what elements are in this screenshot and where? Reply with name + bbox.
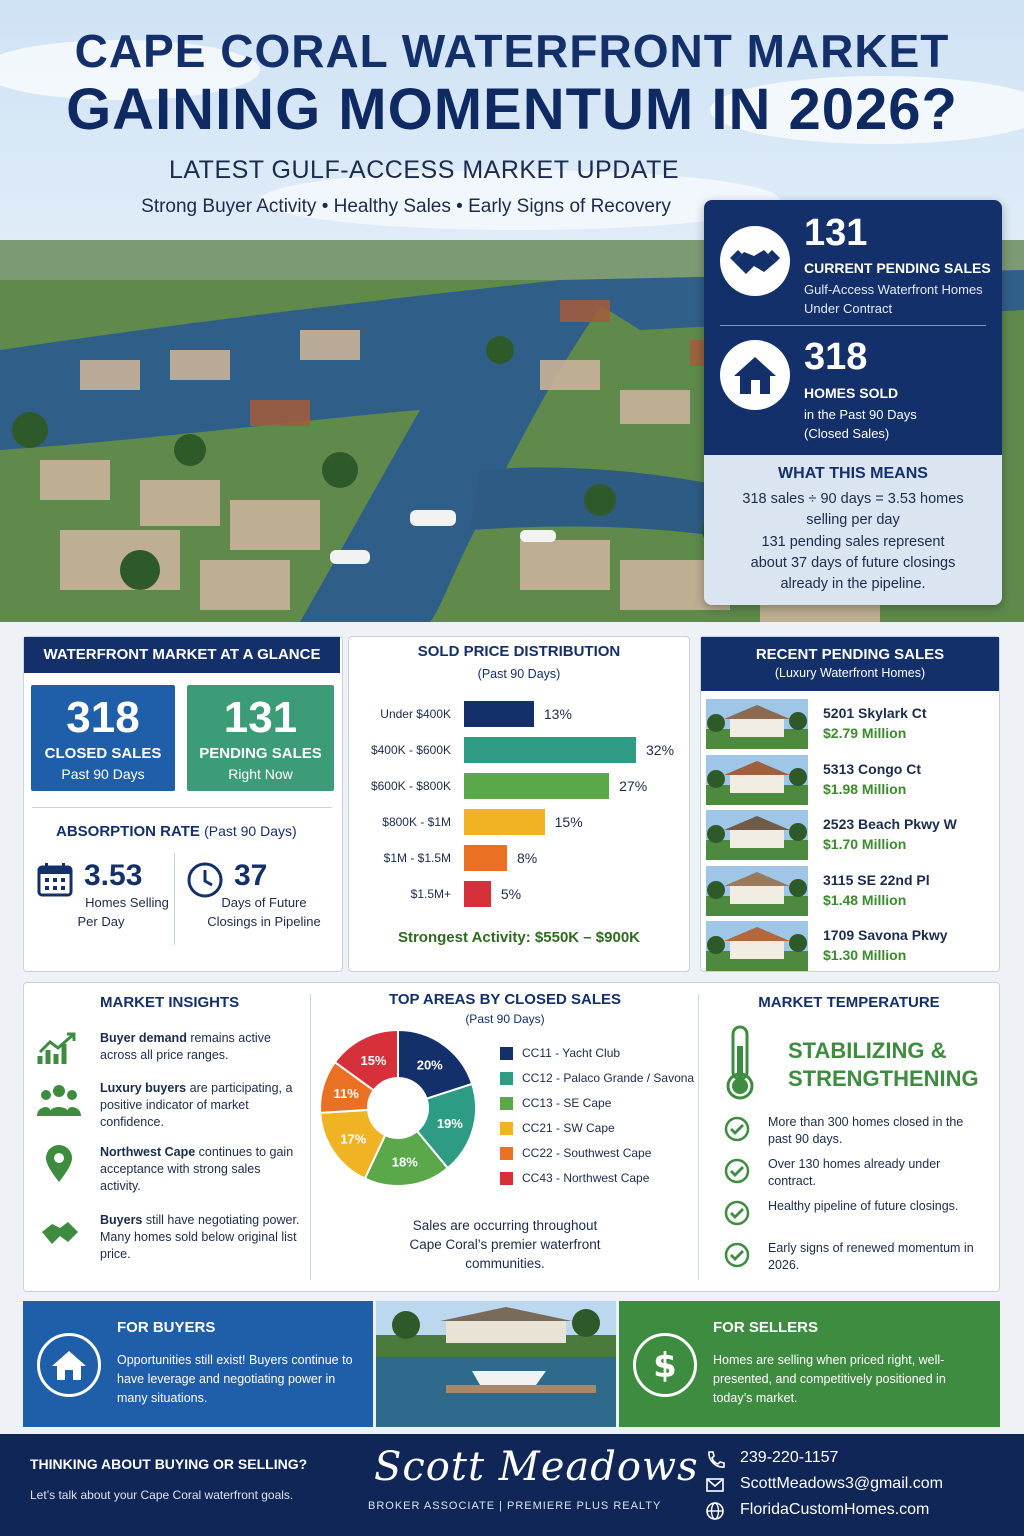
price-bar bbox=[464, 809, 545, 835]
pipeline-line-1: Days of Future bbox=[221, 895, 307, 910]
legend-swatch bbox=[500, 1072, 513, 1085]
website-link[interactable]: FloridaCustomHomes.com bbox=[740, 1501, 930, 1518]
insight-text: continues to gain acceptance with strong sales activity. bbox=[100, 1145, 294, 1193]
insight-bold: Buyers bbox=[100, 1213, 143, 1227]
per-day-line-2: Per Day bbox=[77, 914, 125, 929]
areas-caption bbox=[360, 1216, 650, 1273]
glance-title: WATERFRONT MARKET AT A GLANCE bbox=[24, 637, 340, 673]
insight-bold: Luxury buyers bbox=[100, 1081, 187, 1095]
pie-value-label: 18% bbox=[391, 1154, 418, 1170]
price-chart-annotation: Strongest Activity: $550K – $900K bbox=[397, 929, 641, 946]
insight-item bbox=[100, 1144, 300, 1195]
bar-value-label: 15% bbox=[554, 814, 583, 830]
pending-sale-item[interactable] bbox=[706, 866, 996, 918]
pending-title: RECENT PENDING SALES bbox=[755, 646, 945, 663]
pending-address: 5201 Skylark Ct bbox=[823, 705, 927, 721]
price-bar bbox=[464, 881, 491, 907]
people-icon bbox=[36, 1080, 82, 1120]
insight-item bbox=[100, 1080, 300, 1131]
homes-sold-desc-2: (Closed Sales) bbox=[804, 426, 890, 441]
insight-bold: Buyer demand bbox=[100, 1031, 187, 1045]
email-icon bbox=[704, 1474, 726, 1496]
legend-swatch bbox=[500, 1172, 513, 1185]
map-pin-icon bbox=[36, 1144, 82, 1184]
temperature-item: Early signs of renewed momentum in 2026. bbox=[768, 1241, 974, 1272]
phone-link[interactable]: 239-220-1157 bbox=[740, 1449, 839, 1466]
bar-value-label: 32% bbox=[646, 742, 675, 758]
legend-label: CC22 - Southwest Cape bbox=[522, 1146, 652, 1160]
temperature-item: Over 130 homes already under contract. bbox=[768, 1157, 941, 1188]
key-stats-panel bbox=[704, 200, 1002, 455]
pending-price: $2.79 Million bbox=[823, 725, 907, 741]
home-thumbnail bbox=[706, 699, 808, 749]
legend-entry bbox=[522, 1121, 615, 1135]
pending-address: 5313 Congo Ct bbox=[823, 760, 922, 777]
price-bar bbox=[464, 773, 609, 799]
legend-label: CC13 - SE Cape bbox=[522, 1096, 612, 1110]
insight-item bbox=[100, 1212, 300, 1263]
bar-category-label: $1M - $1.5M bbox=[383, 851, 451, 865]
pie-value-label: 19% bbox=[436, 1116, 463, 1132]
trend-up-icon bbox=[36, 1030, 82, 1070]
footer bbox=[0, 1434, 1024, 1536]
closed-sales-sub: Past 90 Days bbox=[61, 766, 145, 782]
pending-address: 2523 Beach Pkwy W bbox=[823, 816, 957, 832]
pending-price: $1.30 Million bbox=[823, 947, 907, 963]
temperature-status-2: STRENGTHENING bbox=[788, 1066, 979, 1091]
pending-sale-item[interactable] bbox=[706, 755, 996, 807]
bar-value-label: 13% bbox=[543, 706, 572, 722]
bar-category-label: $800K - $1M bbox=[382, 815, 451, 829]
house-icon bbox=[720, 340, 790, 410]
insight-item bbox=[100, 1030, 300, 1064]
insights-title: MARKET INSIGHTS bbox=[100, 994, 240, 1011]
price-chart-title: SOLD PRICE DISTRIBUTION bbox=[417, 643, 621, 660]
legend-entry bbox=[522, 1146, 651, 1160]
per-day-line-1: Homes Selling bbox=[85, 895, 169, 910]
pending-sale-item[interactable] bbox=[706, 699, 996, 751]
absorption-rate-heading bbox=[56, 823, 297, 840]
email-link[interactable]: ScottMeadows3@gmail.com bbox=[740, 1475, 943, 1492]
legend-label: CC12 - Palaco Grande / Savona bbox=[522, 1071, 695, 1085]
home-thumbnail bbox=[706, 921, 808, 971]
wtm-line-4: about 37 days of future closings bbox=[750, 555, 956, 571]
what-this-means-panel bbox=[704, 455, 1002, 605]
areas-chart-subtitle: (Past 90 Days) bbox=[465, 1012, 545, 1026]
wtm-line-1: 318 sales ÷ 90 days = 3.53 homes bbox=[742, 491, 964, 507]
pie-value-label: 17% bbox=[340, 1131, 367, 1147]
legend-label: CC43 - Northwest Cape bbox=[522, 1171, 650, 1185]
hero-subtitle: LATEST GULF-ACCESS MARKET UPDATE bbox=[168, 156, 680, 184]
price-bar bbox=[464, 737, 636, 763]
legend-label: CC21 - SW Cape bbox=[522, 1121, 615, 1135]
areas-chart-title: TOP AREAS BY CLOSED SALES bbox=[389, 991, 621, 1008]
bar-value-label: 5% bbox=[500, 886, 522, 902]
legend-swatch bbox=[500, 1122, 513, 1135]
sold-price-distribution-panel bbox=[348, 636, 690, 972]
globe-icon bbox=[704, 1500, 726, 1522]
pending-header bbox=[701, 637, 999, 691]
pipeline-line-2: Closings in Pipeline bbox=[207, 914, 321, 929]
areas-caption-line-3: communities. bbox=[465, 1256, 545, 1271]
pending-sale-item[interactable] bbox=[706, 921, 996, 973]
home-thumbnail bbox=[706, 755, 808, 805]
pie-value-label: 15% bbox=[360, 1052, 387, 1068]
temperature-item: More than 300 homes closed in the past 90 days. bbox=[768, 1115, 964, 1146]
check-icon bbox=[724, 1158, 750, 1184]
footer-text: Let’s talk about your Cape Coral waterfront goals. bbox=[30, 1488, 294, 1502]
legend-entry bbox=[522, 1171, 649, 1185]
market-at-a-glance-panel bbox=[23, 636, 343, 972]
homes-sold-number: 318 bbox=[804, 336, 868, 378]
temperature-status-1: STABILIZING & bbox=[788, 1038, 947, 1063]
footer-question: THINKING ABOUT BUYING OR SELLING? bbox=[30, 1456, 308, 1472]
thermometer-icon bbox=[722, 1024, 758, 1102]
for-buyers-box bbox=[23, 1301, 373, 1427]
closed-sales-box bbox=[31, 685, 175, 791]
home-thumbnail bbox=[706, 866, 808, 916]
bar-category-label: $600K - $800K bbox=[370, 779, 451, 793]
what-this-means-title: WHAT THIS MEANS bbox=[778, 465, 928, 482]
insight-bold: Northwest Cape bbox=[100, 1145, 196, 1159]
bar-category-label: Under $400K bbox=[380, 707, 451, 721]
calendar-icon bbox=[36, 861, 74, 899]
divider bbox=[32, 807, 332, 808]
insight-text: are participating, a positive indicator of market confidence. bbox=[100, 1081, 293, 1129]
absorption-sub: (Past 90 Days) bbox=[204, 823, 297, 839]
hero-section bbox=[0, 0, 1024, 622]
pending-sales-label: CURRENT PENDING SALES bbox=[804, 260, 991, 276]
sellers-title: FOR SELLERS bbox=[713, 1319, 819, 1336]
handshake-icon bbox=[720, 226, 790, 296]
divider bbox=[310, 994, 311, 1280]
pending-sales-desc-2: Under Contract bbox=[804, 301, 893, 316]
recent-pending-sales-panel bbox=[700, 636, 1000, 972]
check-icon bbox=[724, 1242, 750, 1268]
legend-swatch bbox=[500, 1147, 513, 1160]
home-icon bbox=[37, 1333, 101, 1397]
pending-sales-label: PENDING SALES bbox=[199, 745, 322, 762]
headline-line-2: GAINING MOMENTUM IN 2026? bbox=[66, 77, 958, 142]
per-day-number: 3.53 bbox=[84, 859, 143, 892]
legend-label: CC11 - Yacht Club bbox=[522, 1046, 621, 1060]
legend-entry bbox=[522, 1071, 694, 1085]
divider bbox=[174, 853, 175, 945]
bar-category-label: $400K - $600K bbox=[370, 743, 451, 757]
headline-line-1: CAPE CORAL WATERFRONT MARKET bbox=[74, 25, 950, 77]
legend-entry bbox=[522, 1096, 611, 1110]
homes-sold-label: HOMES SOLD bbox=[804, 385, 899, 401]
pending-address: 1709 Savona Pkwy bbox=[823, 927, 948, 943]
areas-caption-line-1: Sales are occurring throughout bbox=[412, 1218, 598, 1233]
pending-subtitle: (Luxury Waterfront Homes) bbox=[774, 666, 926, 680]
phone-icon bbox=[704, 1449, 726, 1471]
pending-price: $1.70 Million bbox=[823, 836, 907, 852]
insight-text: remains active across all price ranges. bbox=[100, 1031, 271, 1062]
price-chart-subtitle: (Past 90 Days) bbox=[477, 667, 561, 681]
handshake-icon bbox=[36, 1212, 82, 1252]
agent-role: BROKER ASSOCIATE | PREMIERE PLUS REALTY bbox=[368, 1500, 662, 1512]
wtm-line-3: 131 pending sales represent bbox=[761, 534, 945, 550]
legend-swatch bbox=[500, 1047, 513, 1060]
hero-tagline: Strong Buyer Activity • Healthy Sales • Early Signs of Recovery bbox=[141, 196, 671, 217]
pending-address: 3115 SE 22nd Pl bbox=[823, 871, 930, 888]
bar-category-label: $1.5M+ bbox=[410, 887, 451, 901]
home-thumbnail bbox=[706, 810, 808, 860]
insight-text: still have negotiating power. Many homes sold below original list price. bbox=[100, 1213, 300, 1261]
svg-text:$: $ bbox=[653, 1346, 677, 1386]
areas-pie-chart bbox=[318, 1016, 480, 1198]
sellers-text: Homes are selling when priced right, well-presented, and competitively positioned in today’s market. bbox=[713, 1353, 946, 1405]
pending-price: $1.98 Million bbox=[823, 780, 907, 797]
closed-sales-label: CLOSED SALES bbox=[44, 745, 162, 762]
pending-price: $1.48 Million bbox=[823, 891, 907, 908]
key-stats-card bbox=[704, 200, 1002, 605]
homes-sold-desc-1: in the Past 90 Days bbox=[804, 407, 917, 422]
pending-sale-item[interactable] bbox=[706, 810, 996, 862]
dollar-icon bbox=[633, 1333, 697, 1397]
legend-entry bbox=[522, 1046, 620, 1060]
bar-value-label: 8% bbox=[517, 850, 538, 866]
pending-sales-number: 131 bbox=[223, 693, 298, 742]
temperature-item: Healthy pipeline of future closings. bbox=[768, 1199, 959, 1213]
pie-value-label: 20% bbox=[416, 1057, 443, 1073]
absorption-title: ABSORPTION RATE bbox=[56, 823, 200, 840]
check-icon bbox=[724, 1116, 750, 1142]
check-icon bbox=[724, 1200, 750, 1226]
dock-boat-photo bbox=[376, 1301, 616, 1427]
pie-value-label: 11% bbox=[333, 1085, 359, 1101]
price-bar bbox=[464, 701, 534, 727]
price-bar bbox=[464, 845, 507, 871]
divider bbox=[720, 325, 986, 326]
divider bbox=[698, 994, 699, 1280]
bar-value-label: 27% bbox=[619, 778, 648, 794]
clock-icon bbox=[186, 861, 224, 899]
pending-sales-sub: Right Now bbox=[228, 766, 293, 782]
pending-sales-desc-1: Gulf-Access Waterfront Homes bbox=[804, 282, 983, 297]
agent-signature: Scott Meadows bbox=[374, 1444, 699, 1490]
buyers-text: Opportunities still exist! Buyers continue to have leverage and negotiating power in many situations. bbox=[117, 1353, 353, 1405]
wtm-line-5: already in the pipeline. bbox=[780, 576, 926, 592]
for-sellers-box bbox=[619, 1301, 1000, 1427]
pipeline-number: 37 bbox=[234, 859, 268, 892]
buyers-title: FOR BUYERS bbox=[117, 1319, 216, 1336]
temperature-title: MARKET TEMPERATURE bbox=[758, 994, 940, 1011]
legend-swatch bbox=[500, 1097, 513, 1110]
wtm-line-2: selling per day bbox=[806, 512, 900, 528]
areas-caption-line-2: Cape Coral’s premier waterfront bbox=[409, 1237, 601, 1252]
closed-sales-number: 318 bbox=[66, 693, 140, 742]
pending-sales-number: 131 bbox=[804, 212, 868, 254]
pending-sales-box bbox=[187, 685, 334, 791]
